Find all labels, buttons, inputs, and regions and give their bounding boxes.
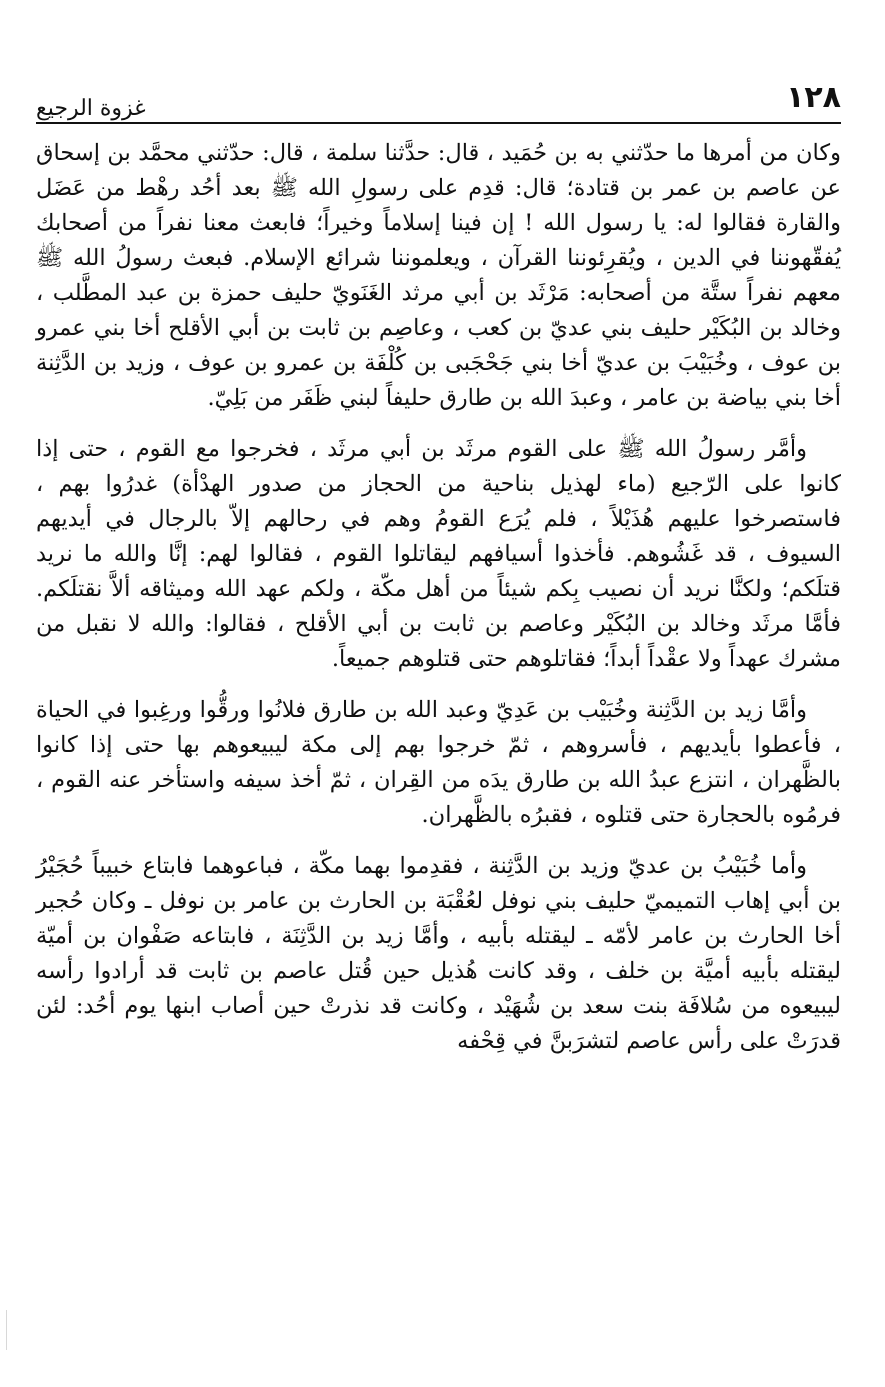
page-number: ١٢٨ — [786, 80, 841, 115]
page-header — [36, 78, 841, 124]
running-title: غزوة الرجيع — [36, 96, 146, 121]
paragraph: وأما خُبَيْبُ بن عديّ وزيد بن الدَّثِنة ، فقدِموا بهما مكّة ، فباعوهما فابتاع خبيباً حُجَيْرُ بن أبي إهاب التميميّ حليف بني نوفل لعُقْبَة بن الحارث بن عامر بن نوفل ـ وكان حُجير أخا الحارث بن عامر لأمّه ـ ليقتله بأبيه ، وأمَّا زيد بن الدَّثِنَة ، فابتاعه صَفْوان بن أميّة ليقتله بأبيه أميَّة بن خلف ، وقد كانت هُذيل حين قُتل عاصم بن ثابت قد أرادوا رأسه ليبيعوه من سُلافَة بنت سعد بن شُهَيْد ، وكانت قد نذرتْ حين أصاب ابنها يوم أحُد: لئن قدرَتْ على رأس عاصم لتشرَبنَّ في قِحْفه — [36, 853, 841, 1054]
header-rule — [36, 122, 841, 124]
paragraph: وكان من أمرها ما حدّثني به بن حُمَيد ، قال: حدَّثنا سلمة ، قال: حدّثني محمَّد بن إسحاق عن عاصم بن عمر بن قتادة؛ قال: قدِم على رسولِ الله ﷺ بعد أحُد رهْط من عَضَل والقارة فقالوا له: يا رسول الله ! إن فينا إسلاماً وخيراً؛ فابعث معنا نفراً من أصحابك يُفقّهوننا في الدين ، ويُقرِئوننا القرآن ، ويعلموننا شرائع الإسلام. فبعث رسولُ الله ﷺ معهم نفراً ستَّة من أصحابه: مَرْثَد بن أبي مرثد الغَنَويّ حليف حمزة بن عبد المطَّلب ، وخالد بن البُكَيْر حليف بني عديّ بن كعب ، وعاصِم بن ثابت بن أبي الأقلح أخا بني عمرو بن عوف ، وخُبَيْبَ بن عديّ أخا بني جَحْجَبى بن كُلْفَة بن عمرو بن عوف ، وزيد بن الدَّثِنة أخا بني بياضة بن عامر ، وعبدَ الله بن طارق حليفاً لبني ظَفَر من بَلِيّ. — [36, 140, 841, 411]
paragraph: وأمَّر رسولُ الله ﷺ على القوم مرثَد بن أبي مرثَد ، فخرجوا مع القوم ، حتى إذا كانوا على الرّجيع (ماء لهذيل بناحية من الحجاز من صدور الهدْأة) غدرُوا بهم ، فاستصرخوا عليهم هُذَيْلاً ، فلم يُرَع القومُ وهم في رحالهم إلاّ بالرجال في أيديهم السيوف ، قد غَشُوهم. فأخذوا أسيافهم ليقاتلوا القوم ، فقالوا لهم: إنَّا والله ما نريد قتلَكم؛ ولكنَّا نريد أن نصيب بِكم شيئاً من أهل مكّة ، ولكم عهد الله وميثاقه ألاَّ نقتلَكم. فأمَّا مرثَد وخالد بن البُكَيْر وعاصم بن ثابت بن أبي الأقلح ، فقالوا: والله لا نقبل من مشرك عهداً ولا عقْداً أبداً؛ فقاتلوهم حتى قتلوهم جميعاً. — [36, 436, 841, 672]
paragraph: وأمَّا زيد بن الدَّثِنة وخُبَيْب بن عَدِيّ وعبد الله بن طارق فلانُوا ورقُّوا ورغِبوا في الحياة ، فأعطوا بأيديهم ، فأسروهم ، ثمّ خرجوا بهم إلى مكة ليبيعوهم بها حتى إذا كانوا بالظَّهران ، انتزع عبدُ الله بن طارق يدَه من القِران ، ثمّ أخذ سيفه واستأخر عنه القوم ، فرمُوه بالحجارة حتى قتلوه ، فقبرُه بالظَّهران. — [36, 697, 841, 828]
body-text — [36, 136, 841, 1075]
margin-mark — [6, 1310, 7, 1350]
